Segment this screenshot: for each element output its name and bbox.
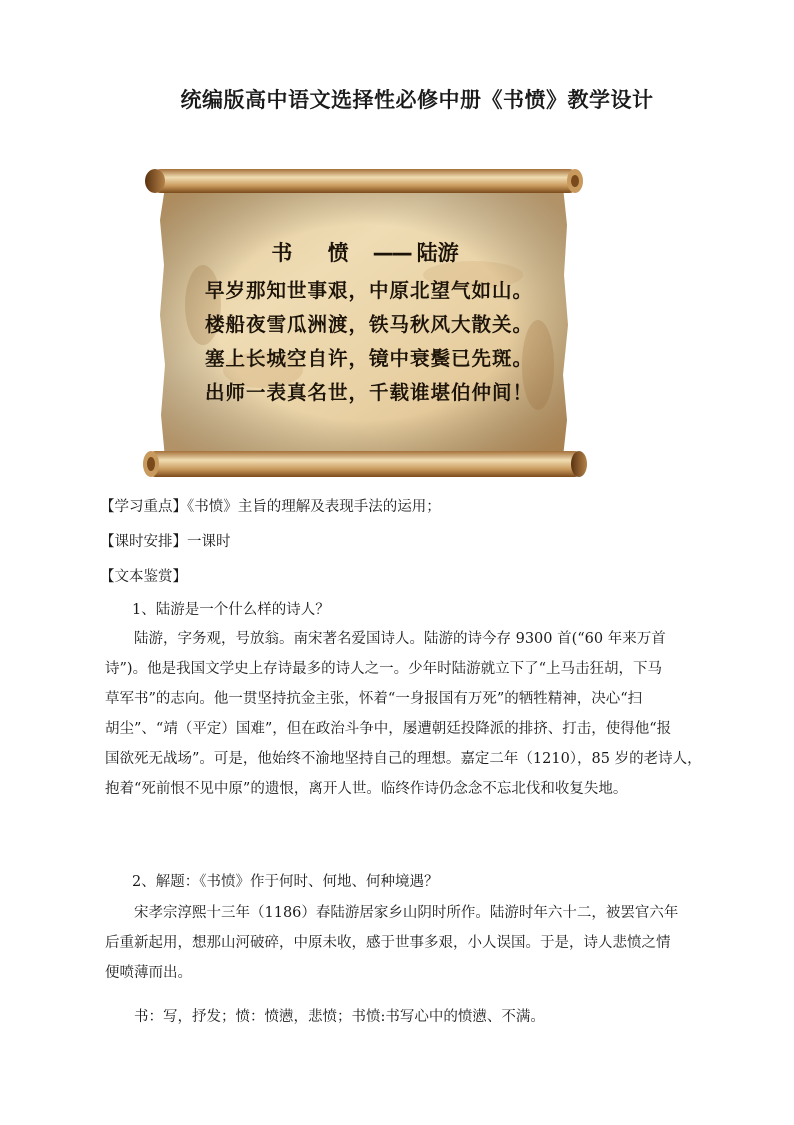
poem-line: 塞上长城空自许，镜中衰鬓已先斑。 [205,347,534,370]
poem-line: 早岁那知世事艰，中原北望气如山。 [205,279,534,302]
poem-line: 楼船夜雪瓜洲渡，铁马秋风大散关。 [205,313,534,336]
poem [143,165,587,480]
q1-line: 胡尘”、“靖（平定）国难”，但在政治斗争中，屡遭朝廷投降派的排挤、打击，使得他“报 [105,721,672,737]
q1-line: 草军书”的志向。他一贯坚持抗金主张，怀着“一身报国有万死”的牺牲精神，决心“扫 [105,691,643,707]
title-explanation: 书：写，抒发；愤：愤懑，悲愤；书愤:书写心中的愤懑、不满。 [134,1009,545,1025]
q2-paragraph [105,898,695,988]
learning-focus: 【学习重点】《书愤》主旨的理解及表现手法的运用； [100,499,441,515]
poem-heading [143,237,587,267]
q2-line: 便喷薄而出。 [105,965,192,981]
q2-heading: 2、解题：《书愤》作于何时、何地、何种境遇？ [132,874,439,890]
q1-line: 陆游，字务观，号放翁。南宋著名爱国诗人。陆游的诗今存 9300 首(“60 年来万首 [134,631,666,647]
poem-dash: —— [372,241,411,265]
q2-line: 后重新起用，想那山河破碎，中原未收，感于世事多艰，小人误国。于是，诗人悲愤之情 [105,935,671,951]
q1-line: 诗”)。他是我国文学史上存诗最多的诗人之一。少年时陆游就立下了“上马击狂胡，下马 [105,661,662,677]
poem-scroll-image [143,165,587,480]
class-schedule: 【课时安排】一课时 [100,534,231,550]
text-appreciation-heading: 【文本鉴赏】 [100,569,187,585]
poem-author: 陆游 [416,241,459,265]
page-title: 统编版高中语文选择性必修中册《书愤》教学设计 [180,87,654,112]
q1-heading: 1、陆游是一个什么样的诗人？ [132,602,330,618]
poem-line: 出师一表真名世，千载谁堪伯仲间！ [205,381,534,404]
poem-title: 书 愤 [271,241,363,265]
q1-line: 抱着“死前恨不见中原”的遗恨，离开人世。临终作诗仍念念不忘北伐和收复失地。 [105,781,628,797]
q2-line: 宋孝宗淳熙十三年（1186）春陆游居家乡山阴时所作。陆游时年六十二，被罢官六年 [134,905,679,921]
q1-paragraph [105,624,702,804]
q1-line: 国欲死无战场”。可是，他始终不渝地坚持自己的理想。嘉定二年（1210），85 岁的老诗人， [105,751,702,767]
